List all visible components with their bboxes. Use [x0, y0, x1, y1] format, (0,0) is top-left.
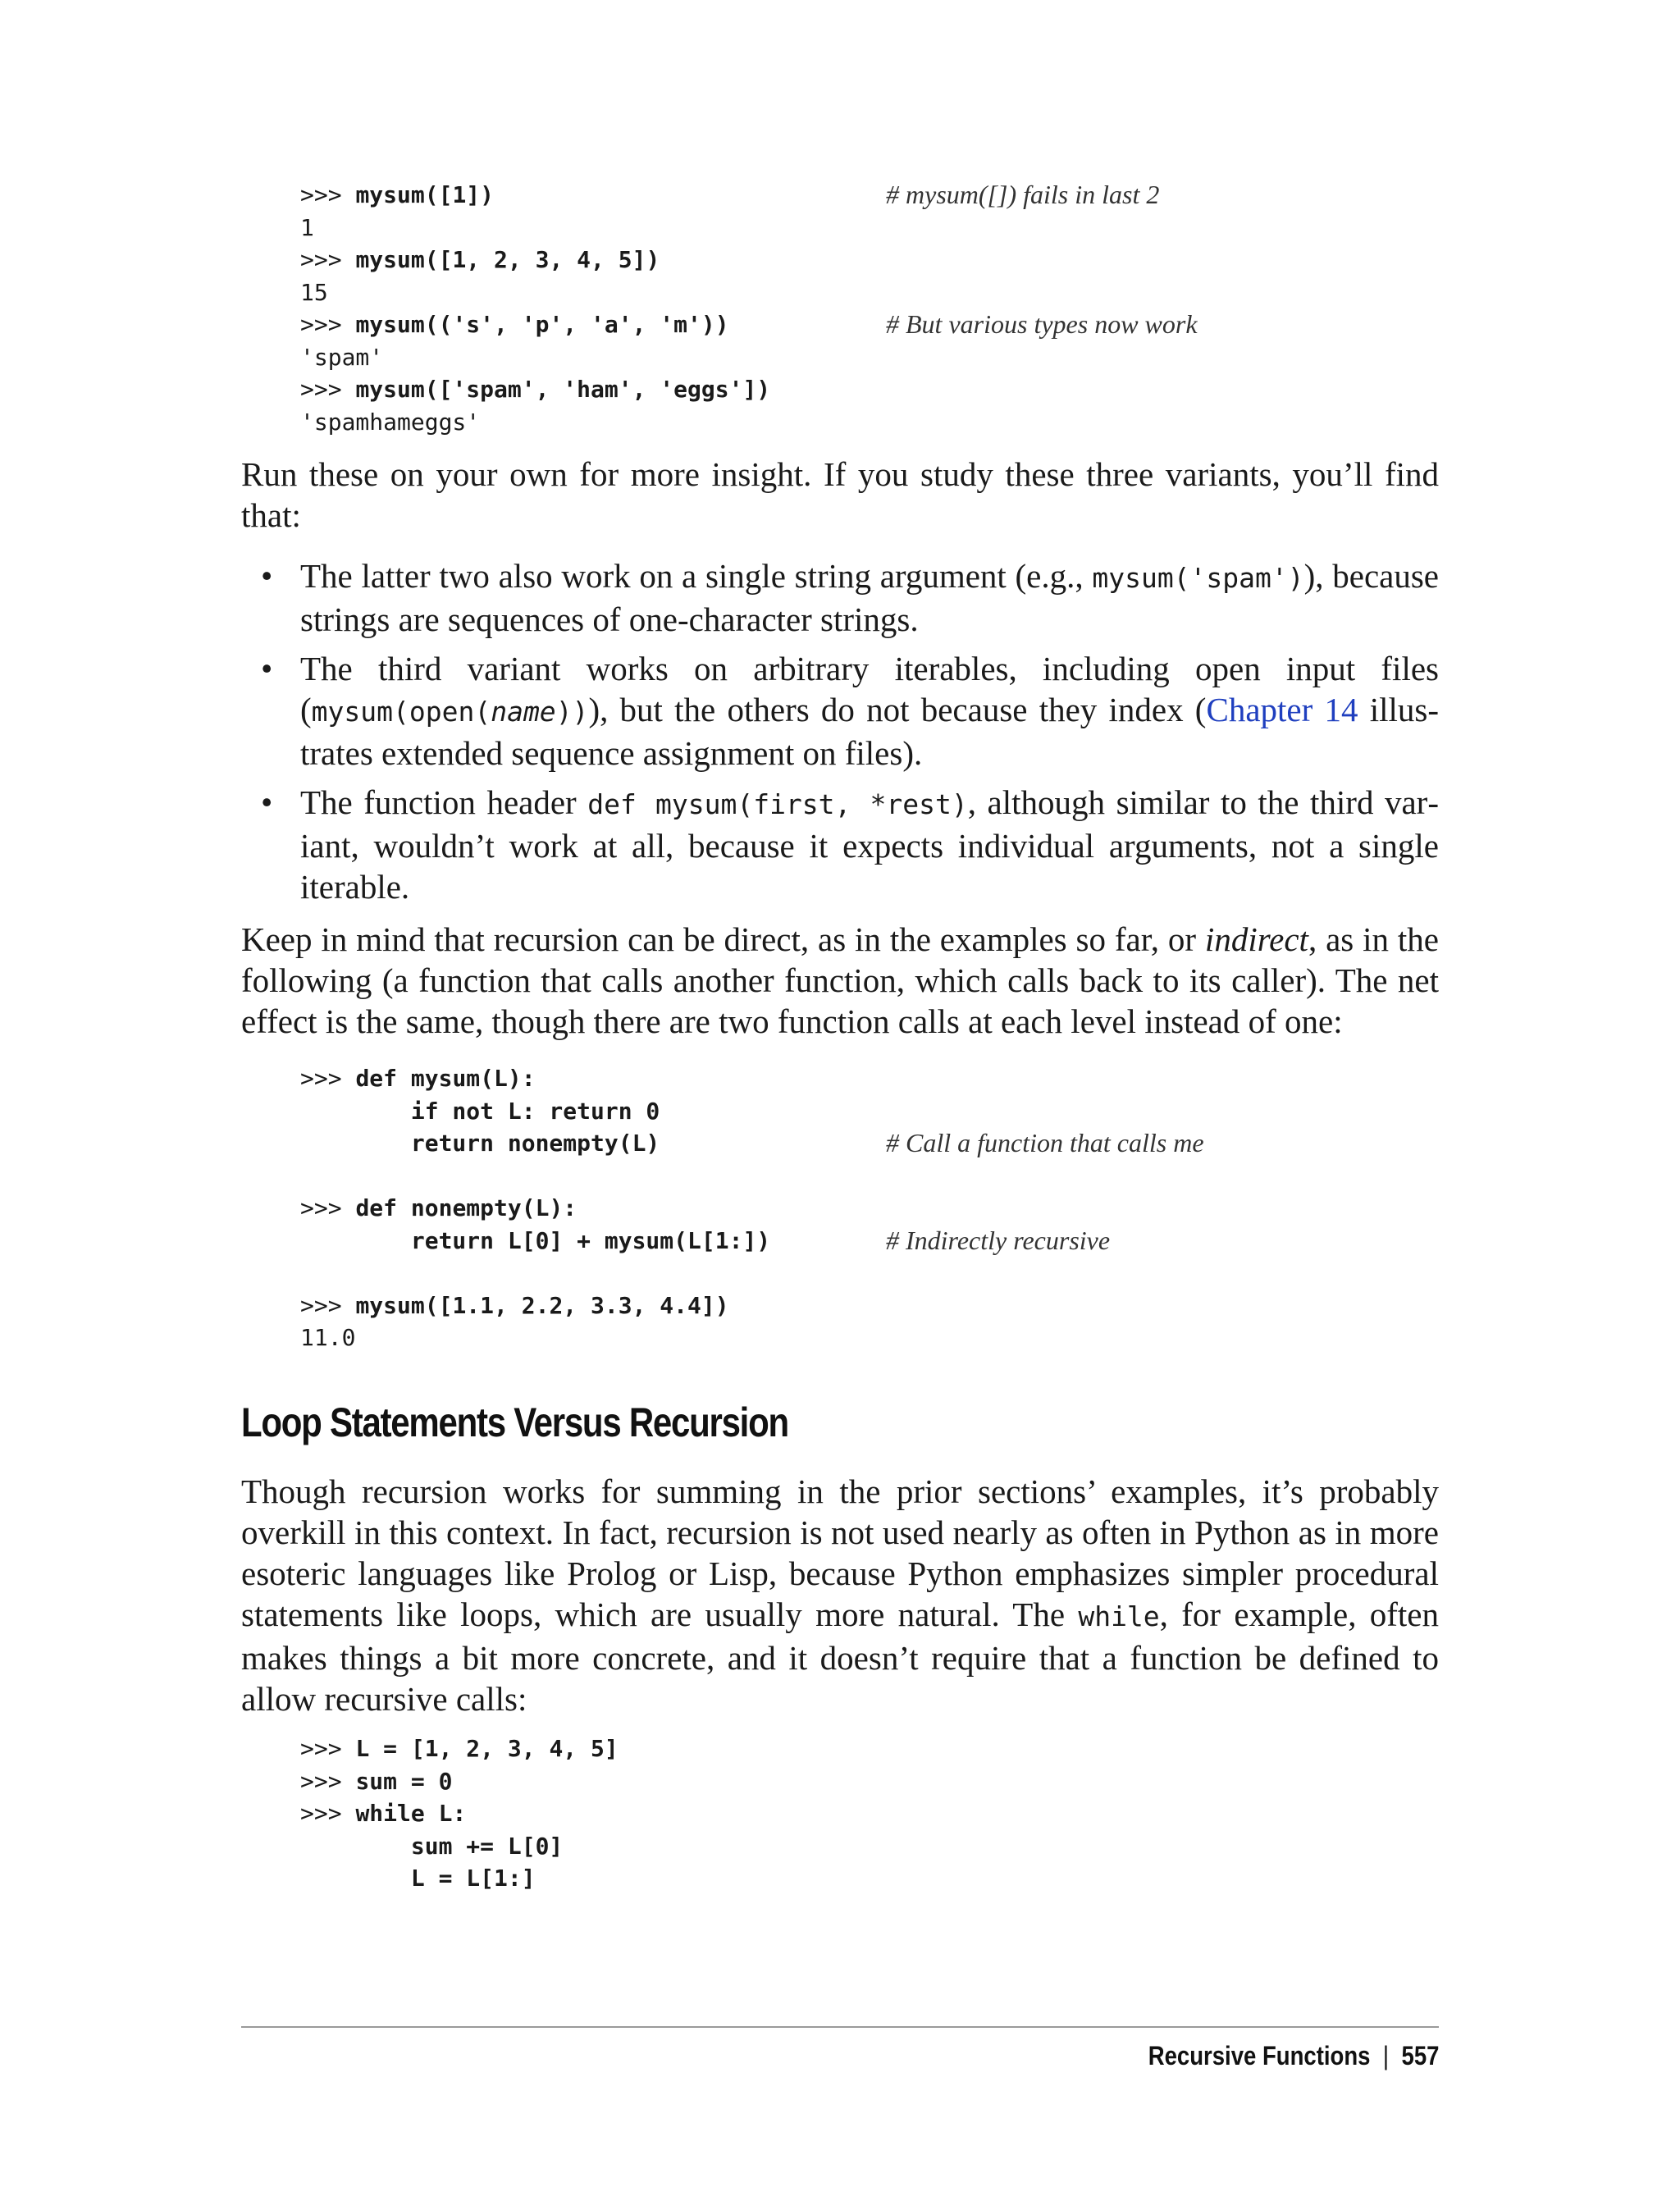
code-output: 1	[300, 213, 314, 241]
code-output: 15	[300, 278, 328, 306]
code-prompt: >>>	[300, 246, 356, 273]
code-line	[300, 341, 770, 374]
chapter-14-link[interactable]: Chapter 14	[1206, 691, 1358, 728]
code-line	[300, 1095, 770, 1128]
emphasis-indirect: indirect	[1204, 920, 1308, 958]
code-line	[300, 212, 770, 244]
code-input: return nonempty(L)	[410, 1130, 660, 1157]
code-prompt: >>>	[300, 1800, 356, 1827]
code-prompt	[300, 1098, 411, 1125]
code-line	[300, 276, 770, 309]
code-line	[300, 1765, 619, 1798]
code-block-while-loop	[300, 1732, 619, 1895]
code-prompt	[300, 1865, 411, 1892]
page-number: 557	[1401, 2041, 1439, 2070]
code-input: mysum([1.1, 2.2, 3.3, 4.4])	[355, 1291, 729, 1319]
code-input: L = [1, 2, 3, 4, 5]	[355, 1735, 619, 1762]
section-title: Loop Statements Versus Recursion	[241, 1399, 788, 1445]
bullet-icon: •	[261, 783, 273, 821]
code-line	[300, 1225, 1111, 1258]
code-input: sum = 0	[355, 1767, 453, 1795]
running-title: Recursive Functions	[1148, 2041, 1370, 2070]
code-block-indirect-recursion	[300, 1062, 1204, 1354]
list-item: • The function header def mysum(first, *rest), although similar to the third variant, wouldn’t work at all, because it expects individual arguments, not a single iterable.	[261, 783, 1439, 906]
code-line	[300, 1797, 619, 1830]
bullet-icon: •	[261, 557, 273, 595]
list-item: • The latter two also work on a single string argument (e.g., mysum('spam')), because strings are sequences of one-character strings.	[261, 557, 1439, 638]
code-prompt: >>>	[300, 1767, 356, 1795]
code-line	[300, 179, 1160, 212]
code-comment: # Indirectly recursive	[886, 1225, 1111, 1255]
code-line	[300, 373, 770, 406]
code-input: while L:	[355, 1800, 467, 1827]
code-input: mysum(['spam', 'ham', 'eggs'])	[355, 376, 771, 403]
code-line	[300, 1862, 619, 1895]
code-block-mysum-tests	[300, 179, 1198, 438]
code-input: mysum([1])	[355, 181, 495, 208]
code-input: def nonempty(L):	[355, 1194, 578, 1221]
code-output: 11.0	[300, 1324, 356, 1351]
footer-separator: |	[1382, 2041, 1389, 2070]
code-prompt	[300, 1833, 411, 1860]
code-comment: # Call a function that calls me	[886, 1128, 1204, 1157]
code-line	[300, 1160, 770, 1193]
code-prompt: >>>	[300, 1065, 356, 1092]
code-prompt: >>>	[300, 1194, 356, 1221]
code-line	[300, 244, 770, 276]
code-line	[300, 1290, 770, 1322]
inline-code: ))	[555, 696, 589, 728]
code-comment: # mysum([]) fails in last 2	[886, 180, 1160, 209]
inline-code-italic: name	[491, 696, 556, 728]
inline-code: mysum('spam')	[1092, 562, 1304, 594]
code-line	[300, 1322, 770, 1354]
code-input: mysum(('s', 'p', 'a', 'm'))	[355, 311, 729, 338]
code-output: 'spam'	[300, 343, 384, 371]
code-line	[300, 1830, 619, 1863]
inline-code: def mysum(first, *rest)	[587, 788, 968, 820]
bullet-icon: •	[261, 650, 273, 687]
code-input: return L[0] + mysum(L[1:])	[410, 1226, 771, 1254]
code-prompt	[300, 1130, 411, 1157]
code-input: if not L: return 0	[410, 1097, 660, 1125]
code-line	[300, 1732, 619, 1765]
paragraph-run-these: Run these on your own for more insight. If you study these three variants, you’ll find that:	[241, 455, 1439, 534]
footer-rule	[241, 2026, 1439, 2028]
code-line	[300, 406, 770, 439]
code-prompt: >>>	[300, 311, 356, 338]
code-comment: # But various types now work	[886, 309, 1198, 339]
code-input: sum += L[0]	[410, 1832, 564, 1860]
code-prompt: >>>	[300, 376, 356, 403]
code-input: L = L[1:]	[410, 1865, 536, 1892]
code-line	[300, 1192, 770, 1225]
code-line	[300, 1062, 770, 1095]
inline-code: mysum(open(	[311, 696, 491, 728]
code-input: mysum([1, 2, 3, 4, 5])	[355, 246, 660, 273]
code-prompt: >>>	[300, 1291, 356, 1319]
list-item: • The third variant works on arbitrary iterables, including open input files (mysum(open(name))), but the others do not because they index (Chapter 14 illustrates extended sequence assignment on files).	[261, 650, 1439, 772]
page-footer	[1148, 2041, 1439, 2071]
code-line	[300, 1257, 770, 1290]
paragraph-indirect-recursion: Keep in mind that recursion can be direct, as in the examples so far, or indirect, as in the following (a function that calls another function, which calls back to its caller). The net effect is the same, though there are two function calls at each level instead of one:	[241, 920, 1439, 1040]
book-page	[241, 0, 1439, 2205]
code-line	[300, 308, 1198, 341]
code-output: 'spamhameggs'	[300, 408, 481, 436]
code-prompt: >>>	[300, 181, 356, 208]
paragraph-loop-vs-recursion: Though recursion works for summing in the prior sections’ examples, it’s probably overkill in this context. In fact, recursion is not used nearly as often in Python as in more esoteric languages like Prolog or Lisp, because Python emphasizes simpler procedural statements like loops, which are usually more natural. The while, for example, often makes things a bit more concrete, and it doesn’t require that a function be defined to allow recursive calls:	[241, 1472, 1439, 1718]
code-prompt: >>>	[300, 1735, 356, 1762]
code-input: def mysum(L):	[355, 1065, 536, 1092]
code-line	[300, 1127, 1204, 1160]
inline-code: while	[1078, 1600, 1160, 1632]
variant-notes-list	[241, 555, 1439, 915]
code-prompt	[300, 1227, 411, 1254]
